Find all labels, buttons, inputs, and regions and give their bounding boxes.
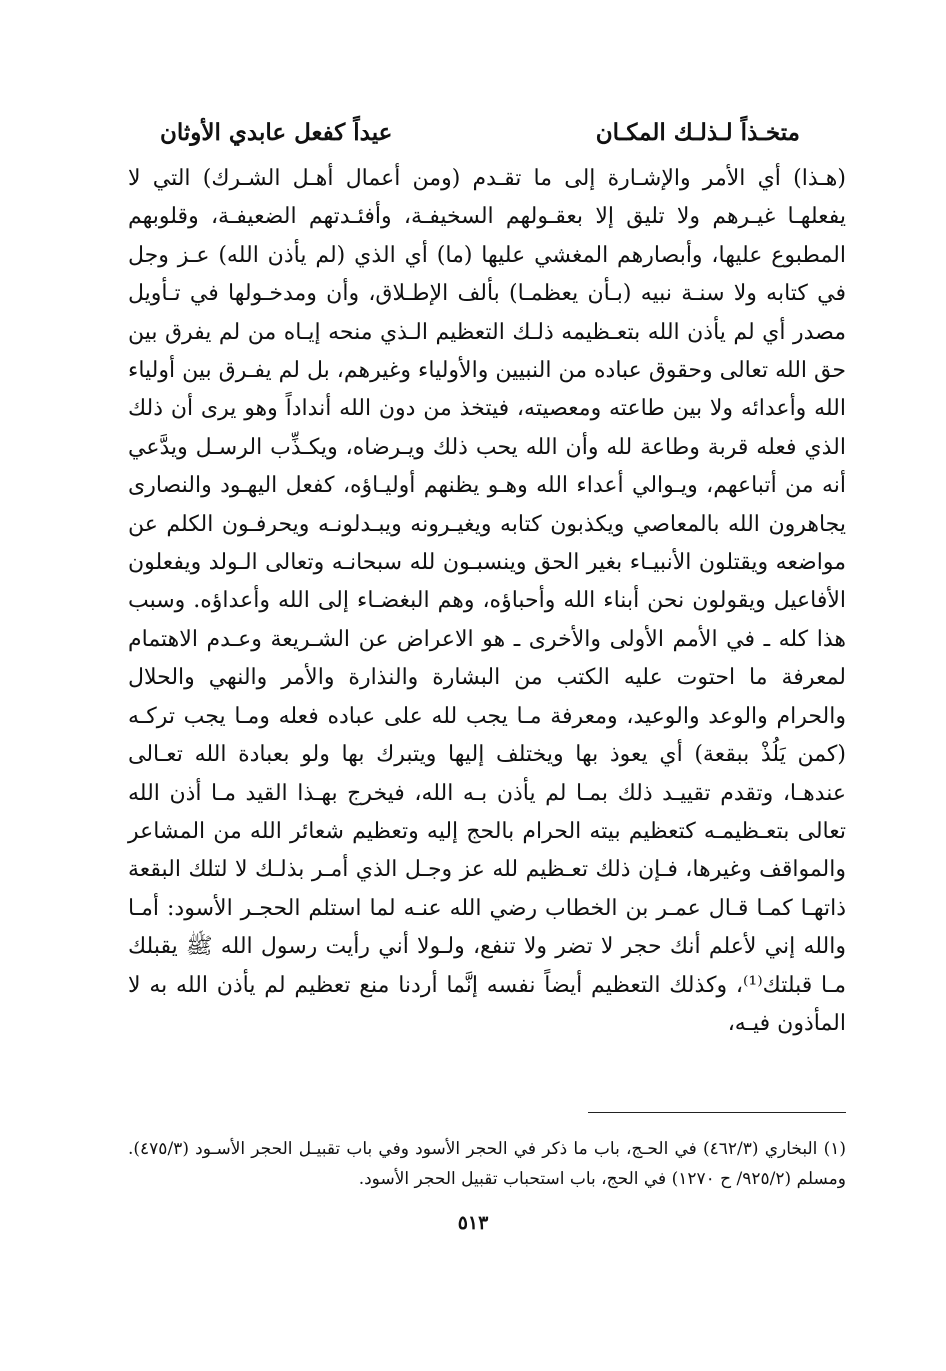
footnote-1: (١) البخاري (٤٦٢/٣) في الحـج، باب ما ذكر في الحجر الأسود وفي باب تقبيـل الحجر الأسـود (٤٧٥/٣). ومسلم (٩٢٥/٢/ ح ١٢٧٠) في الحج، باب استحباب تقبيل الحجر الأسود. [128,1139,846,1189]
verse-header [160,112,800,152]
commentary-body [128,160,846,1043]
footnote-divider [588,1112,846,1113]
footnotes-section [128,1134,846,1194]
verse-second-hemistich: عيداً كفعل عابدي الأوثان [160,118,393,146]
verse-first-hemistich: متخـذاً لـذلـك المكـان [595,118,800,146]
page-number: ٥١٣ [457,1212,489,1234]
commentary-paragraph: (هـذا) أي الأمر والإشـارة إلى ما تقـدم (ومن أعمال أهـل الشـرك) التي لا يفعلهـا غيـرهم ولا تليق إلا بعقـولهم السخيفـة، وأفئـدتهم الضعيفـة، وقلوبهم المطبوع عليها، وأبصارهم المغشي عليها (ما) أي الذي (لم يأذن الله) عـز وجل في كتابه ولا سنـة نبيه (بـأن يعظمـا) بألف الإطـلاق، وأن ومدخـولها في تـأويل مصدر أي لم يأذن الله بتعـظيمه ذلـك التعظيم الـذي منحه إيـاه من لم يفرق بين حق الله تعالى وحقوق عباده من النبيين والأولياء وغيرهم، بل لم يفـرق بين أولياء الله وأعدائه ولا بين طاعته ومعصيته، فيتخذ من دون الله أنداداً وهو يرى أن ذلك الذي فعله قربة وطاعة لله وأن الله يحب ذلك ويـرضاه، ويكـذِّب الرسـل ويدَّعي أنه من أتباعهم، ويـوالي أعداء الله وهـو يظنهم أوليـاؤه، كفعل اليهـود والنصارى يجاهرون الله بالمعاصي ويكذبون كتابه ويغيـرونه ويبـدلونـه ويحرفـون الكلم عن مواضعه ويقتلون الأنبيـاء بغير الحق وينسبـون لله سبحانـه وتعالى الـولد ويفعلون الأفاعيل ويقولون نحن أبناء الله وأحباؤه، وهم البغضـاء إلى الله وأعداؤه. وسبب هذا كله ـ في الأمم الأولى والأخرى ـ هو الاعراض عن الشـريعة وعـدم الاهتمام لمعرفة ما احتوت عليه الكتب من البشارة والنذارة والأمر والنهي والحلال والحرام والوعد والوعيد، ومعرفة مـا يجب لله على عباده فعله ومـا يجب تركـه (كمن يَلُذْ ببقعة) أي يعوذ بها ويختلف إليها ويتبرك بها ولو بعبادة الله تعـالى عندهـا، وتقدم تقييـد ذلك بمـا لم يأذن بـه الله، فيخرج بهـذا القيد مـا أذن الله تعالى بتعـظيمـه كتعظيم بيته الحرام بالحج إليه وتعظيم شعائر الله من المشاعر والمواقف وغيرها، فـإن ذلك تعـظيم لله عز وجـل الذي أمـر بذلـك لا لتلك البقعة ذاتهـا كمـا قـال عمـر بن الخطاب رضي الله عنـه لما استلم الحجـر الأسود: أمـا والله إني لأعلم أنك حجر لا تضر ولا تنفع، ولـولا أني رأيت رسول الله ﷺ يقبلك مـا قبلتك⁽¹⁾، وكذلك التعظيم أيضاً نفسه إنَّما أردنا منع تعظيم لم يأذن الله به لا المأذون فيـه، [128,166,847,1036]
